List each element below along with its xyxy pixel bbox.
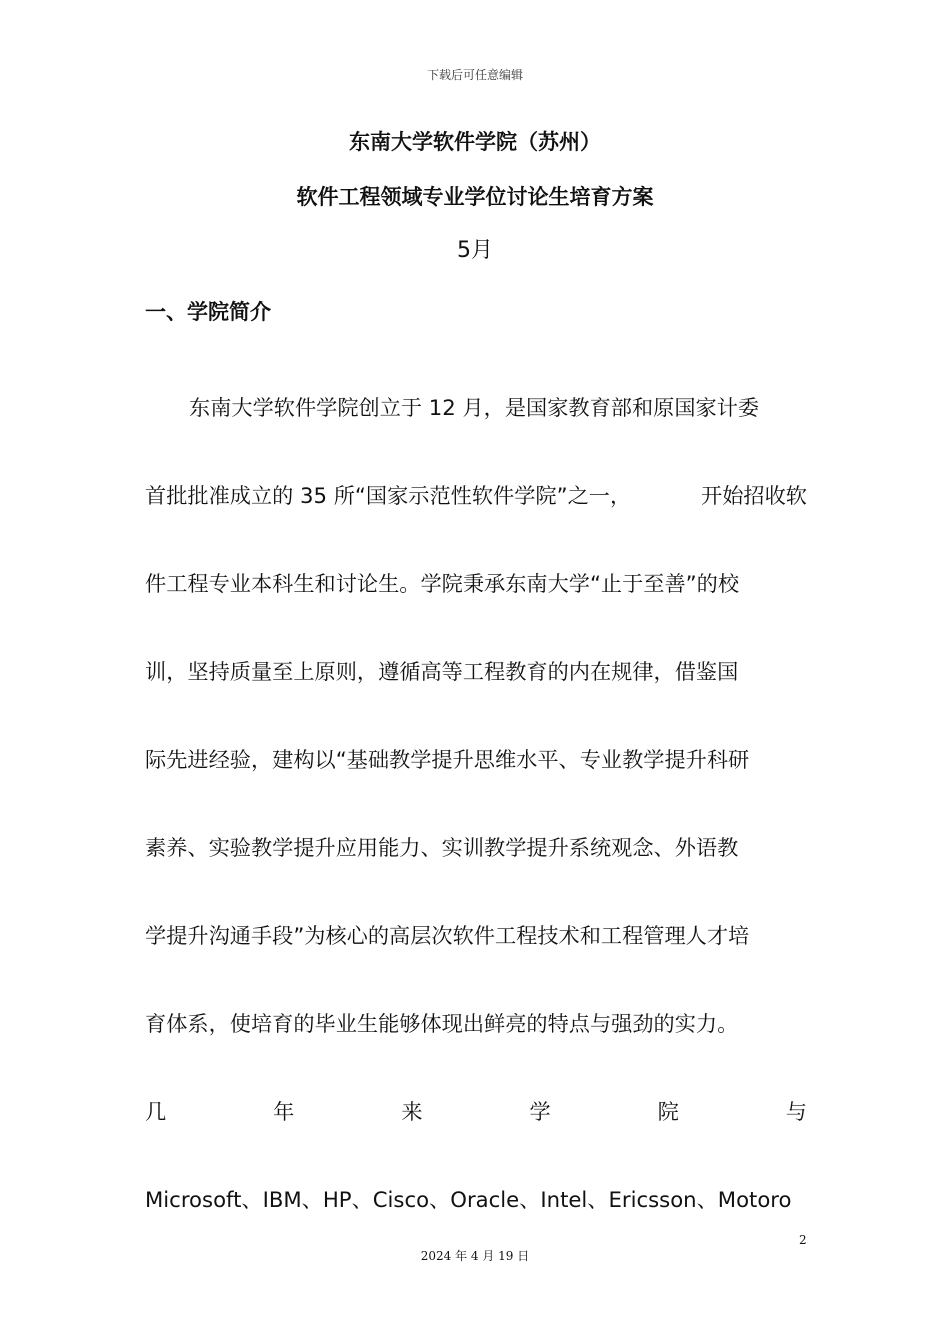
spaced-char: 院 [657, 1099, 679, 1124]
page-header: 下载后可任意编辑 [426, 68, 523, 82]
paragraph-line-part: 开始招收软 [701, 483, 807, 508]
paragraph-line: 件工程专业本科生和讨论生。学院秉承东南大学“止于至善”的校 [145, 571, 740, 596]
paragraph-line: Microsoft、IBM、HP、Cisco、Oracle、Intel、Ericsson、Motoro [145, 1187, 792, 1212]
paragraph-line: 学提升沟通手段”为核心的高层次软件工程技术和工程管理人才培 [145, 923, 750, 948]
paragraph-line: 训，坚持质量至上原则，遵循高等工程教育的内在规律，借鉴国 [145, 659, 739, 684]
paragraph-line: 际先进经验，建构以“基础教学提升思维水平、专业教学提升科研 [145, 747, 750, 772]
section-heading: 一、学院简介 [145, 300, 271, 324]
document-subtitle: 软件工程领域专业学位讨论生培育方案 [296, 185, 654, 209]
body-paragraph [145, 364, 807, 1244]
paragraph-line-spaced [145, 1068, 807, 1156]
spaced-char: 来 [401, 1099, 423, 1124]
document-title: 东南大学软件学院（苏州） [349, 130, 601, 154]
spaced-char: 学 [529, 1099, 551, 1124]
page-number: 2 [799, 1233, 807, 1247]
spaced-char: 年 [273, 1099, 295, 1124]
paragraph-line: 素养、实验教学提升应用能力、实训教学提升系统观念、外语教 [145, 835, 739, 860]
paragraph-line [145, 452, 807, 540]
page-footer-date: 2024 年 4 月 19 日 [420, 1249, 530, 1263]
spaced-char: 与 [785, 1099, 807, 1124]
paragraph-line-part: 首批批准成立的 35 所“国家示范性软件学院”之一， [145, 483, 632, 508]
spaced-char: 几 [145, 1099, 167, 1124]
paragraph-line: 东南大学软件学院创立于 12 月，是国家教育部和原国家计委 [189, 395, 760, 420]
document-date-heading: 5月 [457, 238, 493, 263]
paragraph-line: 育体系，使培育的毕业生能够体现出鲜亮的特点与强劲的实力。 [145, 1011, 739, 1036]
